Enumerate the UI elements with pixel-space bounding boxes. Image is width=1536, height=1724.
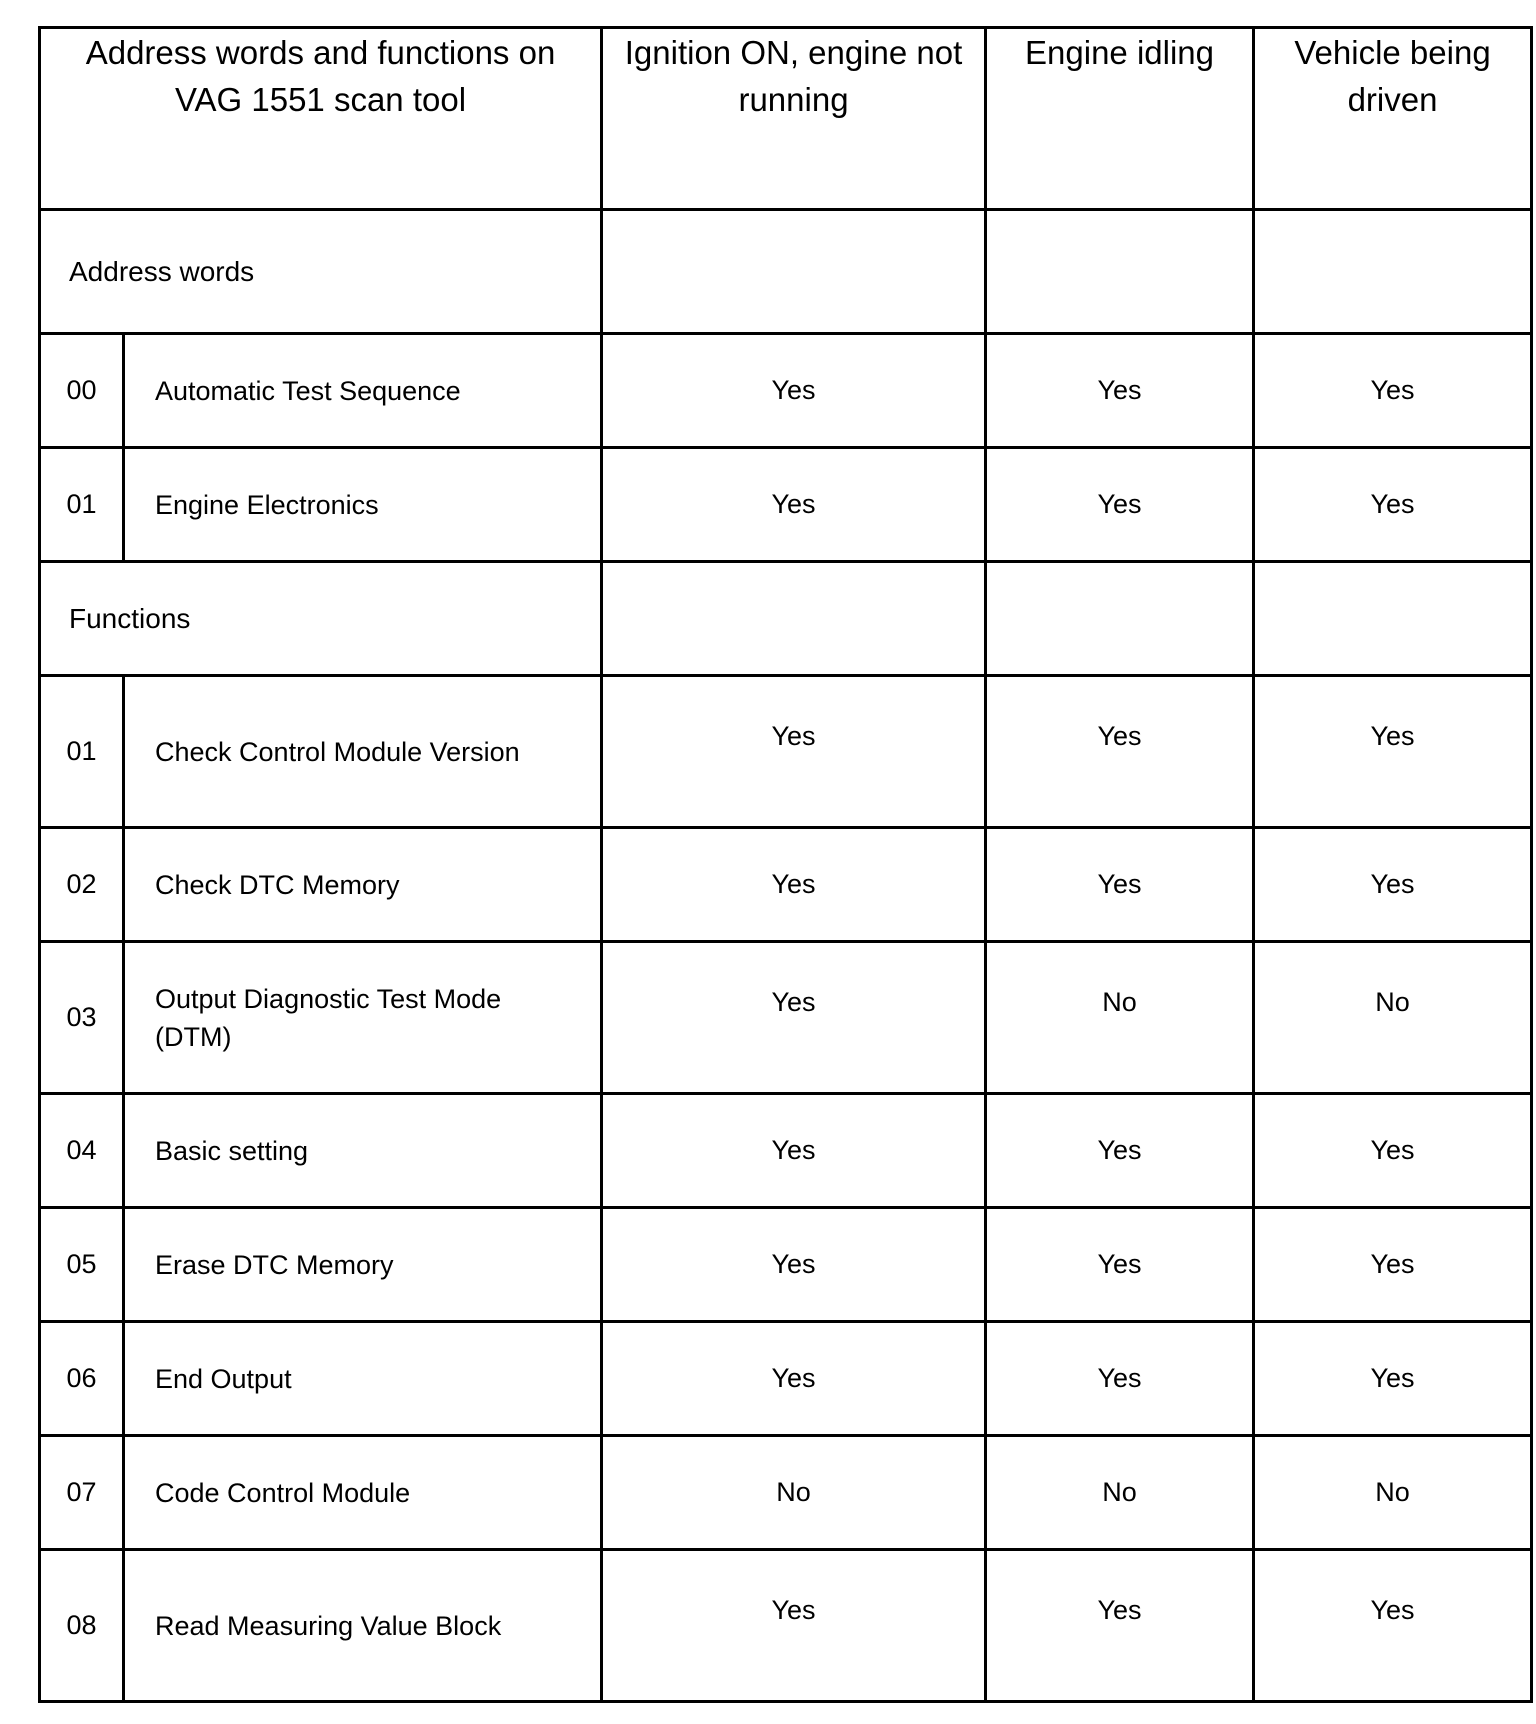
driven-value: No [1254, 1436, 1532, 1550]
idling-value: Yes [986, 1094, 1254, 1208]
row-code: 00 [40, 334, 124, 448]
empty-cell [602, 562, 986, 676]
idling-value: Yes [986, 1208, 1254, 1322]
idling-value: No [986, 942, 1254, 1094]
row-name: Output Diagnostic Test Mode (DTM) [124, 942, 602, 1094]
driven-value: Yes [1254, 828, 1532, 942]
ignition-value: Yes [602, 676, 986, 828]
row-name: Engine Electronics [124, 448, 602, 562]
empty-cell [602, 210, 986, 334]
ignition-value: Yes [602, 1322, 986, 1436]
ignition-value: Yes [602, 942, 986, 1094]
row-code: 06 [40, 1322, 124, 1436]
ignition-value: Yes [602, 1094, 986, 1208]
header-row [40, 28, 1532, 210]
table-row [40, 1094, 1532, 1208]
empty-cell [986, 210, 1254, 334]
scan-tool-table [38, 26, 1533, 1703]
row-name: Read Measuring Value Block [124, 1550, 602, 1702]
section-label: Address words [40, 210, 602, 334]
row-name: Check DTC Memory [124, 828, 602, 942]
row-code: 04 [40, 1094, 124, 1208]
table-row [40, 1436, 1532, 1550]
row-code: 01 [40, 676, 124, 828]
table-row [40, 1322, 1532, 1436]
row-code: 02 [40, 828, 124, 942]
ignition-value: Yes [602, 828, 986, 942]
driven-value: Yes [1254, 1322, 1532, 1436]
section-row-address-words [40, 210, 1532, 334]
header-address-functions: Address words and functions on VAG 1551 scan tool [40, 28, 602, 210]
driven-value: Yes [1254, 448, 1532, 562]
row-code: 01 [40, 448, 124, 562]
header-vehicle-driven: Vehicle being driven [1254, 28, 1532, 210]
ignition-value: Yes [602, 1208, 986, 1322]
row-code: 08 [40, 1550, 124, 1702]
driven-value: No [1254, 942, 1532, 1094]
table-row [40, 1550, 1532, 1702]
driven-value: Yes [1254, 334, 1532, 448]
driven-value: Yes [1254, 1550, 1532, 1702]
row-code: 07 [40, 1436, 124, 1550]
ignition-value: Yes [602, 1550, 986, 1702]
row-name: End Output [124, 1322, 602, 1436]
table-row [40, 448, 1532, 562]
empty-cell [986, 562, 1254, 676]
table-row [40, 334, 1532, 448]
driven-value: Yes [1254, 1208, 1532, 1322]
idling-value: Yes [986, 334, 1254, 448]
section-label: Functions [40, 562, 602, 676]
empty-cell [1254, 562, 1532, 676]
table-row [40, 942, 1532, 1094]
driven-value: Yes [1254, 676, 1532, 828]
driven-value: Yes [1254, 1094, 1532, 1208]
idling-value: Yes [986, 1550, 1254, 1702]
idling-value: Yes [986, 1322, 1254, 1436]
row-code: 03 [40, 942, 124, 1094]
table-row [40, 676, 1532, 828]
row-name: Check Control Module Version [124, 676, 602, 828]
header-engine-idling: Engine idling [986, 28, 1254, 210]
idling-value: Yes [986, 676, 1254, 828]
row-name: Erase DTC Memory [124, 1208, 602, 1322]
idling-value: Yes [986, 448, 1254, 562]
ignition-value: No [602, 1436, 986, 1550]
ignition-value: Yes [602, 448, 986, 562]
ignition-value: Yes [602, 334, 986, 448]
table-row [40, 828, 1532, 942]
header-ignition-on: Ignition ON, engine not running [602, 28, 986, 210]
row-name: Code Control Module [124, 1436, 602, 1550]
row-name: Automatic Test Sequence [124, 334, 602, 448]
row-name: Basic setting [124, 1094, 602, 1208]
idling-value: No [986, 1436, 1254, 1550]
row-code: 05 [40, 1208, 124, 1322]
empty-cell [1254, 210, 1532, 334]
table-row [40, 1208, 1532, 1322]
idling-value: Yes [986, 828, 1254, 942]
section-row-functions [40, 562, 1532, 676]
